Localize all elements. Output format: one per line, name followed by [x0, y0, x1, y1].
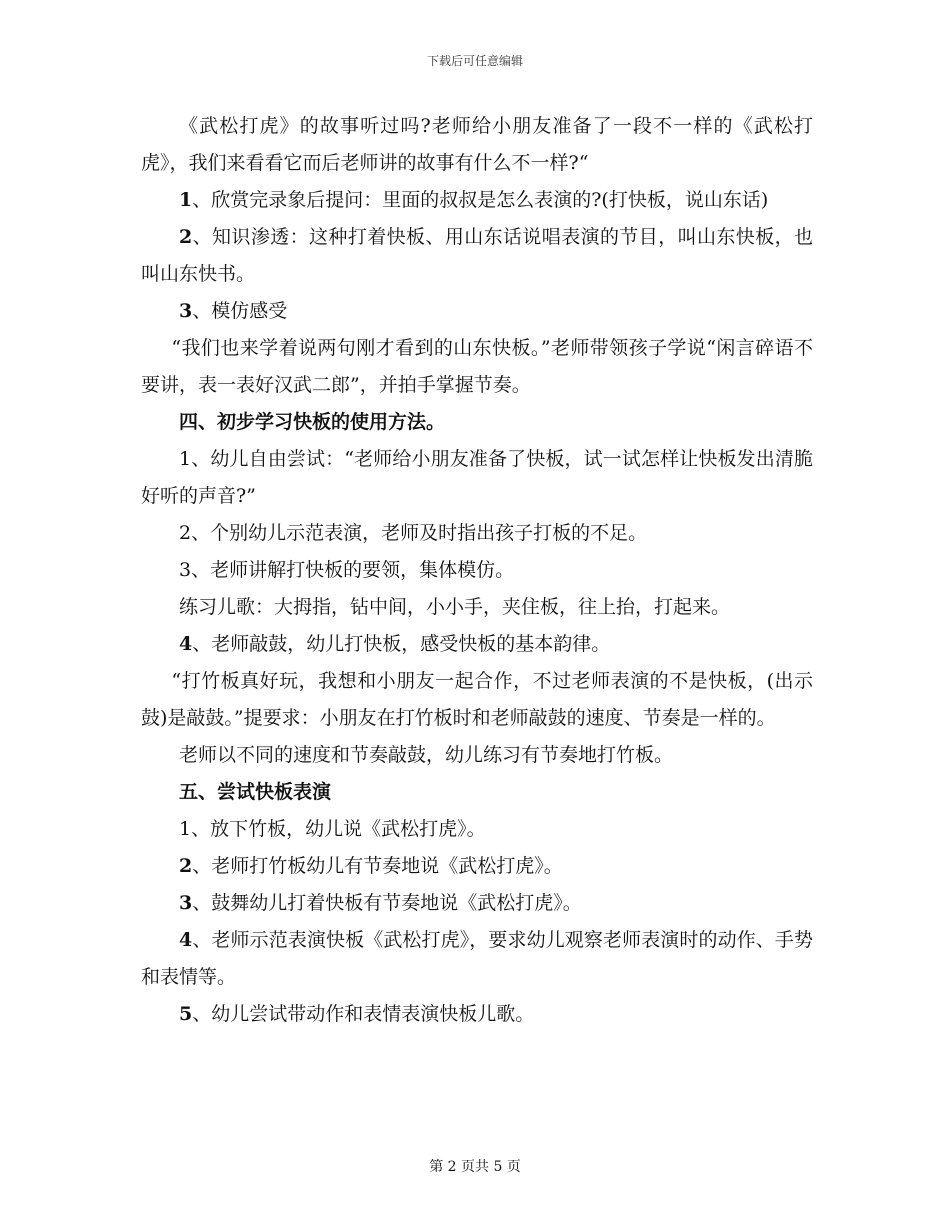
quote-paragraph: “我们也来学着说两句刚才看到的山东快板。”老师带领孩子学说“闲言碎语不要讲，表一表好汉武二郎”，并拍手掌握节奏。: [141, 337, 813, 396]
item-number: 4: [179, 633, 193, 655]
paragraph: 3、老师讲解打快板的要领，集体模仿。: [179, 559, 515, 581]
paragraph: 老师以不同的速度和节奏敲鼓，幼儿练习有节奏地打竹板。: [179, 744, 674, 766]
section-heading: 四、初步学习快板的使用方法。: [179, 411, 446, 433]
item-text: 、鼓舞幼儿打着快板有节奏地说《武松打虎》。: [192, 892, 582, 914]
item-text: 、知识渗透：这种打着快板、用山东话说唱表演的节目，叫山东快板，也叫山东快书。: [141, 226, 813, 285]
page-header: 下载后可任意编辑: [426, 54, 523, 68]
numbered-paragraph: [141, 293, 813, 330]
document-body: [141, 108, 813, 1033]
numbered-paragraph: [141, 182, 813, 219]
item-text: 、老师示范表演快板《武松打虎》，要求幼儿观察老师表演时的动作、手势和表情等。: [141, 929, 813, 988]
item-text: 、幼儿尝试带动作和表情表演快板儿歌。: [192, 1003, 535, 1025]
item-text: 、模仿感受: [192, 300, 288, 322]
paragraph: 《武松打虎》的故事听过吗?老师给小朋友准备了一段不一样的《武松打虎》，我们来看看它而后老师讲的故事有什么不一样?“: [141, 115, 813, 174]
paragraph: 1、放下竹板，幼儿说《武松打虎》。: [179, 818, 486, 840]
section-heading: 五、尝试快板表演: [179, 781, 332, 803]
numbered-paragraph: [141, 996, 813, 1033]
item-number: 2: [179, 226, 193, 248]
numbered-paragraph: [141, 626, 813, 663]
item-number: 3: [179, 892, 193, 914]
item-number: 2: [179, 855, 193, 877]
item-number: 1: [179, 189, 193, 211]
quote-paragraph: “打竹板真好玩，我想和小朋友一起合作，不过老师表演的不是快板，(出示鼓)是敲鼓。”提要求：小朋友在打竹板时和老师敲鼓的速度、节奏是一样的。: [141, 670, 813, 729]
item-number: 4: [179, 929, 193, 951]
item-text: 、老师打竹板幼儿有节奏地说《武松打虎》。: [192, 855, 563, 877]
numbered-paragraph: [141, 848, 813, 885]
paragraph: 练习儿歌：大拇指，钻中间，小小手，夹住板，往上抬，打起来。: [179, 596, 731, 618]
item-number: 5: [179, 1003, 193, 1025]
page-footer: 第 2 页共 5 页: [429, 1159, 521, 1175]
item-text: 、欣赏完录象后提问：里面的叔叔是怎么表演的?(打快板，说山东话): [192, 189, 769, 211]
numbered-paragraph: [141, 219, 813, 293]
paragraph: 2、个别幼儿示范表演，老师及时指出孩子打板的不足。: [179, 522, 648, 544]
item-text: 、老师敲鼓，幼儿打快板，感受快板的基本韵律。: [192, 633, 611, 655]
paragraph: 1、幼儿自由尝试：“老师给小朋友准备了快板，试一试怎样让快板发出清脆好听的声音?”: [141, 448, 813, 507]
numbered-paragraph: [141, 922, 813, 996]
numbered-paragraph: [141, 885, 813, 922]
item-number: 3: [179, 300, 193, 322]
